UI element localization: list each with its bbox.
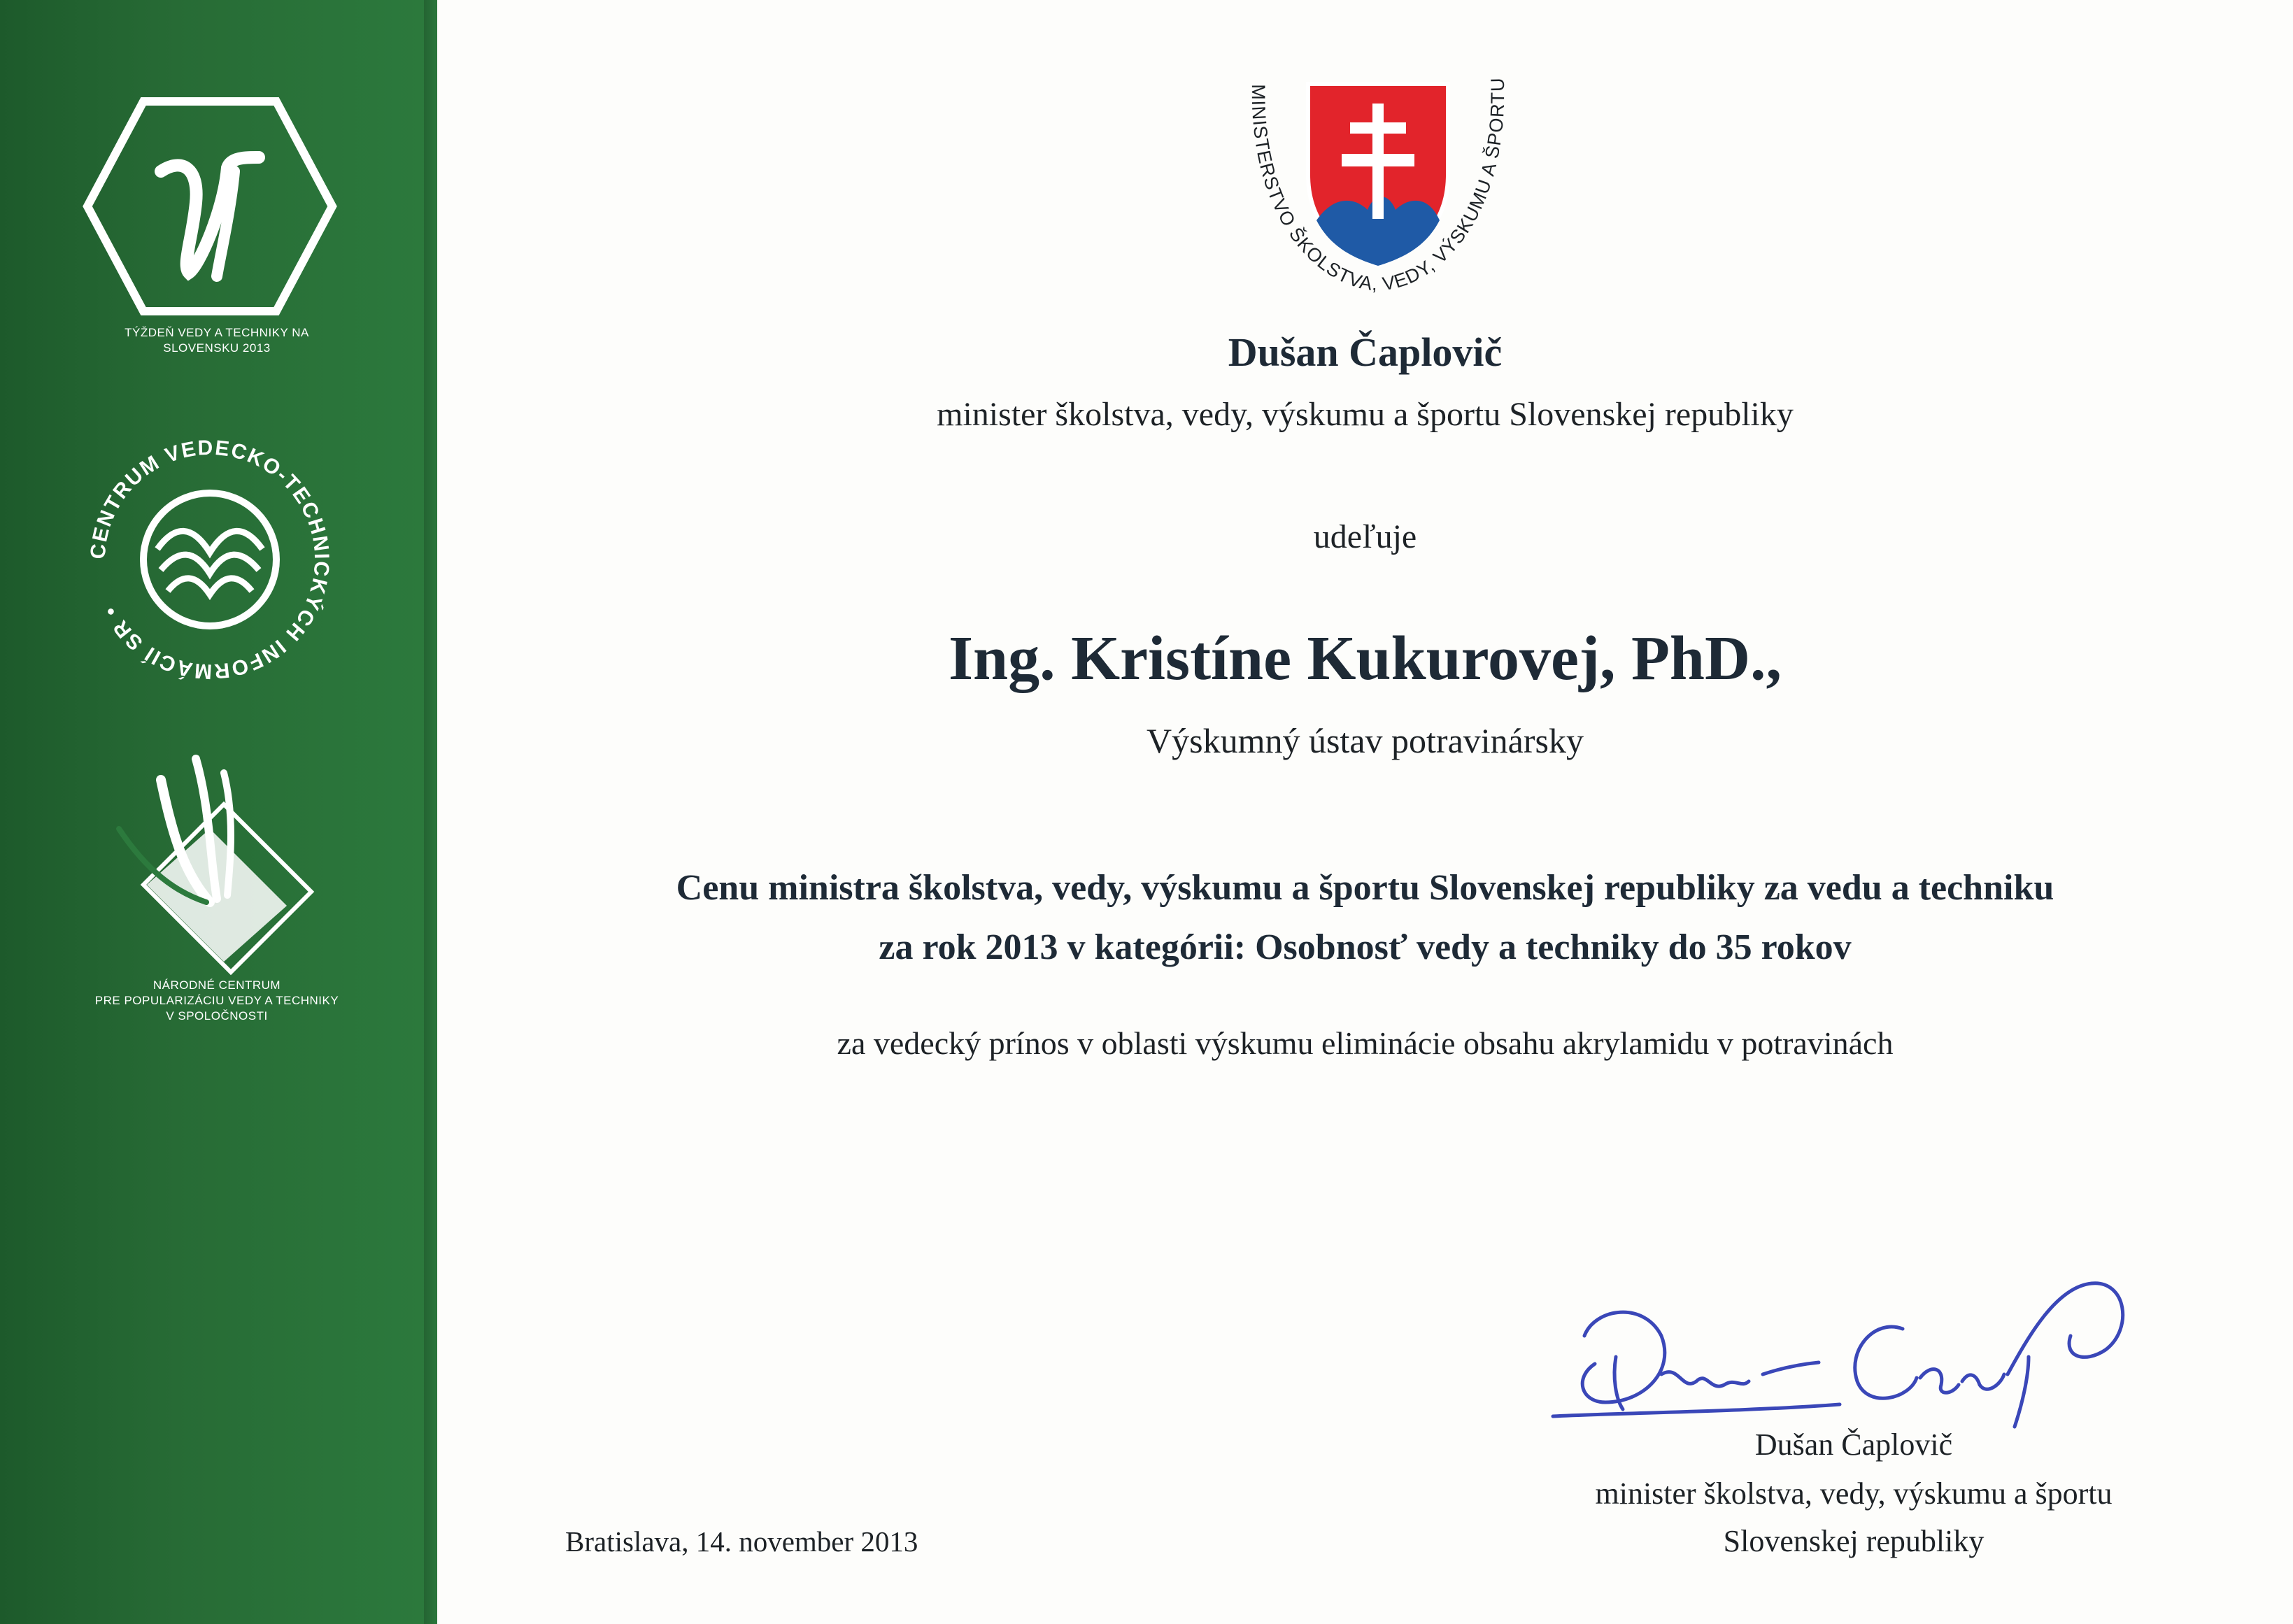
- signer-name: Dušan Čaplovič: [1754, 1427, 1953, 1462]
- sidebar: [0, 0, 437, 1624]
- crest-ring-text: MINISTERSTVO ŠKOLSTVA, VEDY, VÝSKUMU A ŠPORTU: [1247, 77, 1509, 295]
- award-title-line-2: za rok 2013 v kategórii: Osobnosť vedy a techniky do 35 rokov: [879, 927, 1852, 967]
- popularization-centre-logo: [105, 752, 329, 976]
- award-reason: za vedecký prínos v oblasti výskumu eliminácie obsahu akrylamidu v potravinách: [837, 1025, 1894, 1061]
- caption-line: TÝŽDEŇ VEDY A TECHNIKY NA: [125, 326, 309, 339]
- sidebar-shadow: [424, 0, 439, 1624]
- caption-line: V SPOLOČNOSTI: [166, 1009, 268, 1023]
- signer-title: minister školstva, vedy, výskumu a športu: [1595, 1476, 2113, 1511]
- caption-line: NÁRODNÉ CENTRUM: [152, 978, 281, 992]
- week-of-science-logo: [77, 91, 343, 322]
- cvti-ring-text: CENTRUM VEDECKO-TECHNICKÝCH INFORMÁCIÍ SR •: [86, 436, 334, 683]
- svg-text:CENTRUM VEDECKO-TECHNICKÝCH IN: [87, 436, 334, 683]
- popularization-centre-caption: [0, 978, 434, 1024]
- week-of-science-caption: [0, 325, 434, 356]
- recipient-name: Ing. Kristíne Kukurovej, PhD.,: [949, 624, 1782, 693]
- handwritten-signature: [1539, 1252, 2154, 1448]
- caption-line: SLOVENSKU 2013: [163, 341, 271, 355]
- caption-line: PRE POPULARIZÁCIU VEDY A TECHNIKY: [94, 994, 339, 1007]
- minister-title: minister školstva, vedy, výskumu a športu Slovenskej republiky: [937, 396, 1794, 433]
- ministry-crest: [1217, 56, 1539, 322]
- recipient-institution: Výskumný ústav potravinársky: [1146, 721, 1584, 760]
- place-and-date: Bratislava, 14. november 2013: [565, 1525, 918, 1558]
- signer-country: Slovenskej republiky: [1723, 1524, 1985, 1558]
- cvti-logo: [70, 420, 350, 699]
- grants-text: udeľuje: [1313, 518, 1417, 555]
- minister-name: Dušan Čaplovič: [1228, 329, 1503, 375]
- award-title-line-1: Cenu ministra školstva, vedy, výskumu a športu Slovenskej republiky za vedu a techniku: [676, 868, 2054, 908]
